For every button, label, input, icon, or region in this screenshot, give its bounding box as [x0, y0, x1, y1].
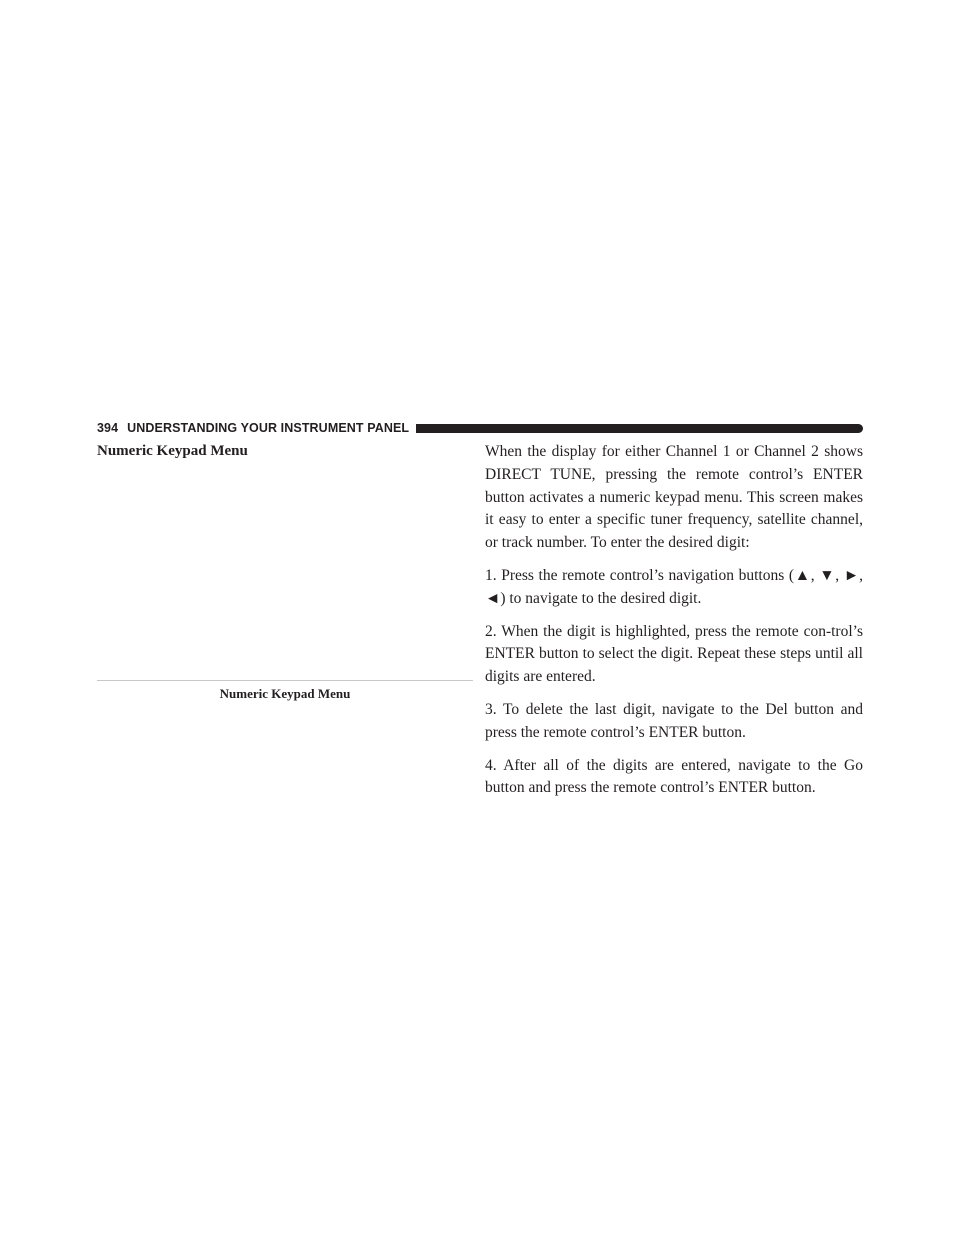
step-3: 3. To delete the last digit, navigate to the Del button and press the remote control’s ENTER button. [485, 700, 863, 741]
section-title: UNDERSTANDING YOUR INSTRUMENT PANEL [127, 421, 410, 435]
step-2: 2. When the digit is highlighted, press the remote con-trol’s ENTER button to select the digit. Repeat these steps until all digits are entered. [485, 622, 863, 686]
page-header [97, 418, 863, 438]
step-1: 1. Press the remote control’s navigation buttons (▲, ▼, ►, ◄) to navigate to the desired digit. [485, 566, 863, 607]
intro-paragraph: When the display for either Channel 1 or Channel 2 shows DIRECT TUNE, pressing the remote control’s ENTER button activates a numeric keypad menu. This screen makes it easy to enter a specific tuner frequency, satellite channel, or track number. To enter the desired digit: [485, 443, 863, 552]
section-heading: Numeric Keypad Menu [97, 443, 248, 459]
left-column [97, 440, 473, 462]
caption-divider [97, 680, 473, 681]
right-column [485, 441, 863, 810]
header-rule [416, 424, 863, 433]
page-number: 394 [97, 421, 119, 435]
figure-image-area [97, 468, 473, 678]
figure-caption: Numeric Keypad Menu [219, 686, 351, 701]
step-4: 4. After all of the digits are entered, navigate to the Go button and press the remote control’s ENTER button. [485, 756, 863, 797]
